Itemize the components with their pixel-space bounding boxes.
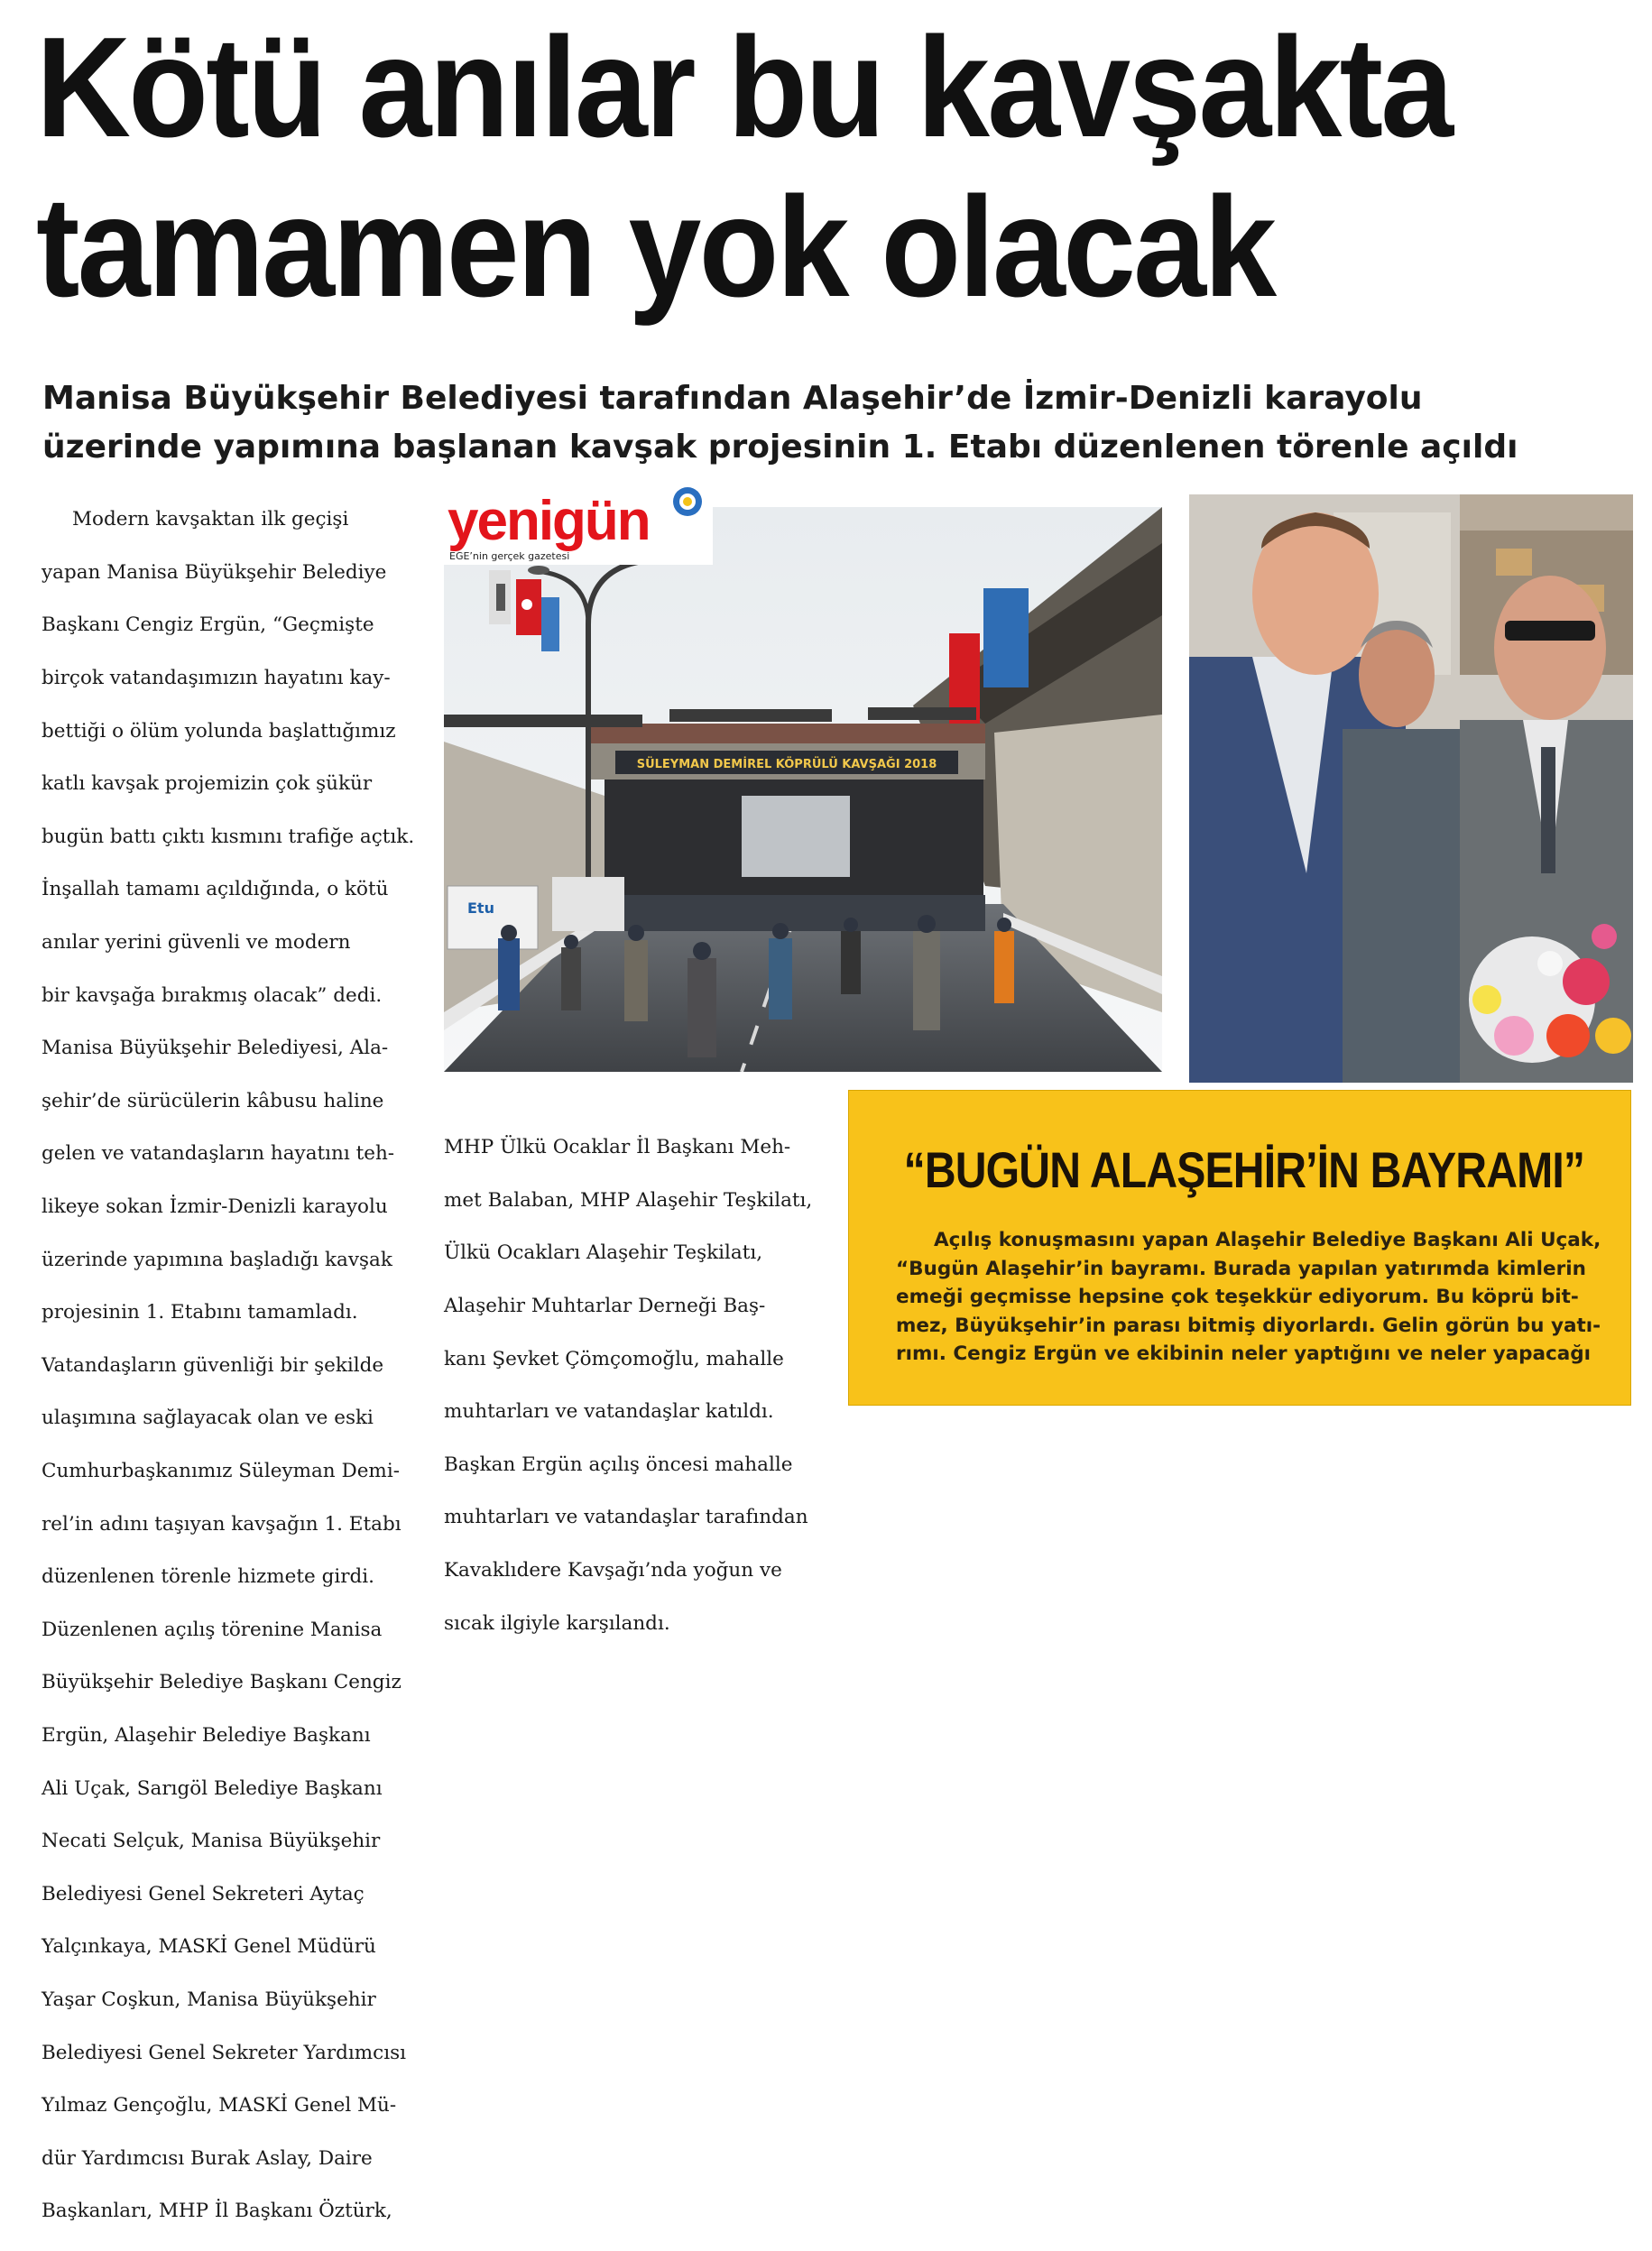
column-1-line: Yaşar Coşkun, Manisa Büyükşehir: [42, 1988, 376, 2011]
column-1-line: likeye sokan İzmir-Denizli karayolu: [42, 1195, 388, 1219]
column-2-line: MHP Ülkü Ocaklar İl Başkanı Meh-: [444, 1136, 791, 1159]
column-1-line: Manisa Büyükşehir Belediyesi, Ala-: [42, 1037, 389, 1060]
column-2-line: sıcak ilgiyle karşılandı.: [444, 1611, 670, 1635]
column-2-line: Başkan Ergün açılış öncesi mahalle: [444, 1453, 793, 1476]
truck-label: Etu: [467, 899, 494, 917]
column-1-line: dür Yardımcısı Burak Aslay, Daire: [42, 2146, 373, 2170]
column-1-line: Belediyesi Genel Sekreter Yardımcısı: [42, 2041, 406, 2064]
quote-line: emeği geçmisse hepsine çok teşekkür ediyorum. Bu köprü bit-: [896, 1286, 1579, 1308]
column-1-line: şehir’de sürücülerin kâbusu haline: [42, 1089, 384, 1112]
subheadline-line-2: üzerinde yapımına başlanan kavşak projesinin 1. Etabı düzenlenen törenle açıldı: [42, 429, 1518, 466]
article-column-1: [42, 480, 429, 2251]
subheadline-line-1: Manisa Büyükşehir Belediyesi tarafından Alaşehir’de İzmir-Denizli karayolu: [42, 380, 1423, 417]
column-2-line: kanı Şevket Çömçomoğlu, mahalle: [444, 1347, 784, 1370]
column-1-line: Başkanı Cengiz Ergün, “Geçmişte: [42, 613, 374, 637]
column-1-line: Büyükşehir Belediye Başkanı Cengiz: [42, 1671, 401, 1694]
logo-wordmark: yenigün: [448, 490, 650, 552]
column-1-line: Belediyesi Genel Sekreteri Aytaç: [42, 1882, 365, 1905]
column-2-line: muhtarları ve vatandaşlar tarafından: [444, 1506, 808, 1529]
column-1-line: Modern kavşaktan ilk geçişi: [72, 508, 349, 531]
column-1-line: katlı kavşak projemizin çok şükür: [42, 772, 373, 796]
underpass-photo: [444, 507, 1162, 1072]
column-1-line: projesinin 1. Etabını tamamladı.: [42, 1301, 358, 1324]
officials-photo: [1189, 494, 1633, 1083]
quote-line: rımı. Cengiz Ergün ve ekibinin neler yaptığını ve neler yapacağı: [896, 1342, 1592, 1365]
column-1-line: bugün battı çıktı kısmını trafiğe açtık.: [42, 825, 415, 848]
column-2-line: Alaşehir Muhtarlar Derneği Baş-: [444, 1295, 766, 1318]
column-1-line: gelen ve vatandaşların hayatını teh-: [42, 1142, 395, 1166]
column-1-line: Yılmaz Gençoğlu, MASKİ Genel Mü-: [42, 2094, 397, 2117]
headline-line-2: tamamen yok olacak: [36, 168, 1275, 327]
article-column-2: [444, 1108, 832, 1663]
quote-box: [848, 1090, 1631, 1406]
column-1-line: üzerinde yapımına başladığı kavşak: [42, 1248, 392, 1271]
quote-title: “BUGÜN ALAŞEHİR’İN BAYRAMI”: [903, 1141, 1585, 1198]
column-1-line: Başkanları, MHP İl Başkanı Öztürk,: [42, 2200, 392, 2223]
column-1-line: Ergün, Alaşehir Belediye Başkanı: [42, 1723, 371, 1747]
quote-line: “Bugün Alaşehir’in bayramı. Burada yapılan yatırımda kimlerin: [896, 1257, 1586, 1280]
column-1-line: Necati Selçuk, Manisa Büyükşehir: [42, 1830, 381, 1853]
column-1-line: İnşallah tamamı açıldığında, o kötü: [42, 878, 389, 901]
column-1-line: Düzenlenen açılış törenine Manisa: [42, 1618, 383, 1641]
column-1-line: Vatandaşların güvenliği bir şekilde: [42, 1353, 384, 1377]
headline-line-1: Kötü anılar bu kavşakta: [36, 8, 1452, 167]
column-1-line: rel’in adını taşıyan kavşağın 1. Etabı: [42, 1512, 401, 1536]
column-1-line: bir kavşağa bırakmış olacak” dedi.: [42, 983, 383, 1007]
column-1-line: ulaşımına sağlayacak olan ve eski: [42, 1407, 374, 1430]
quote-line: Açılış konuşmasını yapan Alaşehir Belediye Başkanı Ali Uçak,: [934, 1229, 1601, 1251]
column-2-line: Ülkü Ocakları Alaşehir Teşkilatı,: [444, 1241, 763, 1265]
column-1-line: Ali Uçak, Sarıgöl Belediye Başkanı: [42, 1776, 383, 1800]
quote-body: [896, 1226, 1609, 1369]
column-1-line: Cumhurbaşkanımız Süleyman Demi-: [42, 1459, 400, 1482]
column-1-line: yapan Manisa Büyükşehir Belediye: [42, 560, 387, 584]
column-2-line: muhtarları ve vatandaşlar katıldı.: [444, 1400, 774, 1424]
column-1-line: bettiği o ölüm yolunda başlattığımız: [42, 719, 396, 743]
column-1-line: düzenlenen törenle hizmete girdi.: [42, 1565, 374, 1589]
column-1-line: anılar yerini güvenli ve modern: [42, 931, 351, 955]
column-1-line: Yalçınkaya, MASKİ Genel Müdürü: [42, 1935, 376, 1959]
column-2-line: Kavaklıdere Kavşağı’nda yoğun ve: [444, 1559, 782, 1582]
column-2-line: met Balaban, MHP Alaşehir Teşkilatı,: [444, 1188, 813, 1212]
underpass-banner-text: SÜLEYMAN DEMİREL KÖPRÜLÜ KAVŞAĞI 2018: [636, 758, 937, 771]
logo-tagline: EGE’nin gerçek gazetesi: [449, 550, 570, 562]
quote-line: mez, Büyükşehir’in parası bitmiş diyorlardı. Gelin görün bu yatı-: [896, 1314, 1601, 1337]
column-1-line: birçok vatandaşımızın hayatını kay-: [42, 667, 391, 690]
yenigun-logo: [444, 484, 713, 565]
